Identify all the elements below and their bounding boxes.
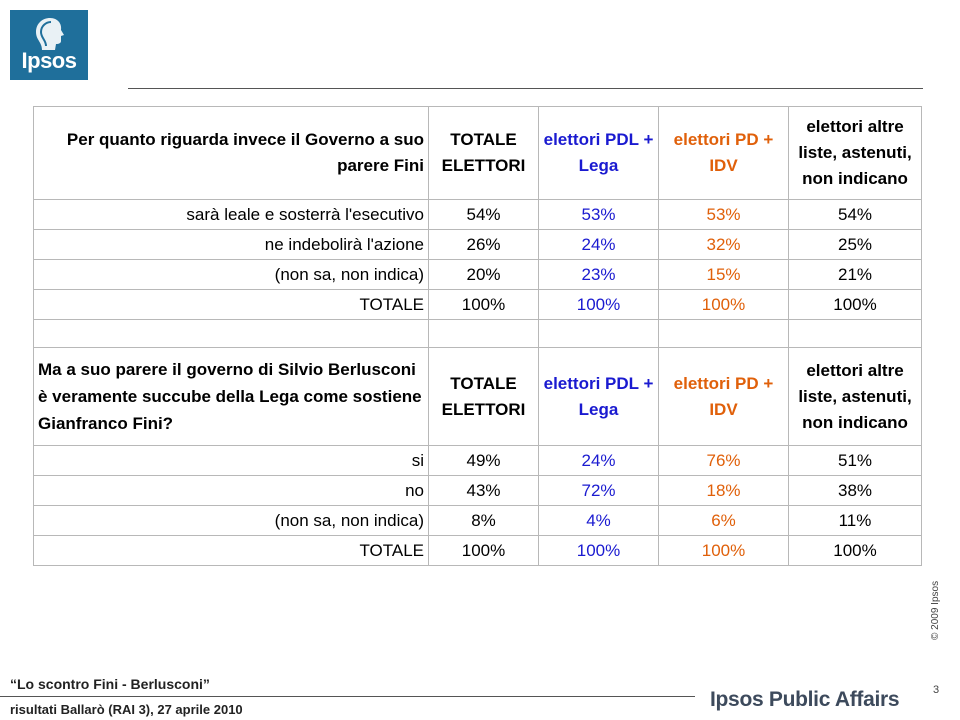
row-label: ne indebolirà l'azione bbox=[34, 230, 429, 260]
footer-divider bbox=[0, 696, 695, 697]
cell-pdl-lega: 72% bbox=[539, 476, 659, 506]
cell-totale: 8% bbox=[429, 506, 539, 536]
table1-header-row bbox=[34, 107, 922, 200]
row-label: no bbox=[34, 476, 429, 506]
cell-totale: 49% bbox=[429, 446, 539, 476]
header-altre: elettori altre liste, astenuti, non indicano bbox=[789, 348, 922, 446]
header-altre: elettori altre liste, astenuti, non indicano bbox=[789, 107, 922, 200]
logo-text: Ipsos bbox=[21, 48, 77, 73]
table-row-total bbox=[34, 536, 922, 566]
header-pd-idv: elettori PD + IDV bbox=[659, 107, 789, 200]
ipsos-logo bbox=[10, 10, 88, 80]
cell-pd-idv: 100% bbox=[659, 536, 789, 566]
footer-subtitle: risultati Ballarò (RAI 3), 27 aprile 2010 bbox=[10, 702, 243, 717]
table-row bbox=[34, 446, 922, 476]
cell-altre: 100% bbox=[789, 536, 922, 566]
table-row bbox=[34, 476, 922, 506]
cell-pd-idv: 76% bbox=[659, 446, 789, 476]
cell-pdl-lega: 100% bbox=[539, 536, 659, 566]
cell-pdl-lega: 100% bbox=[539, 290, 659, 320]
header-pd-idv: elettori PD + IDV bbox=[659, 348, 789, 446]
empty-cell bbox=[789, 320, 922, 348]
brand-logo-text: Ipsos Public Affairs bbox=[710, 688, 900, 711]
cell-altre: 100% bbox=[789, 290, 922, 320]
cell-altre: 21% bbox=[789, 260, 922, 290]
empty-cell bbox=[539, 320, 659, 348]
cell-altre: 11% bbox=[789, 506, 922, 536]
table1-question: Per quanto riguarda invece il Governo a suo parere Fini bbox=[34, 107, 429, 200]
header-divider bbox=[128, 88, 923, 89]
cell-altre: 51% bbox=[789, 446, 922, 476]
cell-totale: 20% bbox=[429, 260, 539, 290]
cell-altre: 38% bbox=[789, 476, 922, 506]
cell-pd-idv: 6% bbox=[659, 506, 789, 536]
copyright-notice: © 2009 Ipsos bbox=[930, 580, 941, 640]
row-label: (non sa, non indica) bbox=[34, 260, 429, 290]
row-label: TOTALE bbox=[34, 290, 429, 320]
row-label: si bbox=[34, 446, 429, 476]
table-row bbox=[34, 200, 922, 230]
cell-totale: 43% bbox=[429, 476, 539, 506]
table-row-total bbox=[34, 290, 922, 320]
cell-pd-idv: 15% bbox=[659, 260, 789, 290]
table2-header-row bbox=[34, 348, 922, 446]
row-label: TOTALE bbox=[34, 536, 429, 566]
cell-pd-idv: 18% bbox=[659, 476, 789, 506]
cell-totale: 26% bbox=[429, 230, 539, 260]
header-pdl-lega: elettori PDL + Lega bbox=[539, 107, 659, 200]
cell-pdl-lega: 24% bbox=[539, 230, 659, 260]
cell-altre: 54% bbox=[789, 200, 922, 230]
cell-pd-idv: 32% bbox=[659, 230, 789, 260]
table-row bbox=[34, 260, 922, 290]
cell-totale: 100% bbox=[429, 290, 539, 320]
poll-table bbox=[33, 106, 922, 566]
cell-pdl-lega: 23% bbox=[539, 260, 659, 290]
row-label: sarà leale e sosterrà l'esecutivo bbox=[34, 200, 429, 230]
cell-totale: 54% bbox=[429, 200, 539, 230]
header-totale: TOTALE ELETTORI bbox=[429, 107, 539, 200]
page-number: 3 bbox=[933, 684, 940, 696]
row-label: (non sa, non indica) bbox=[34, 506, 429, 536]
footer-title: “Lo scontro Fini - Berlusconi” bbox=[10, 676, 210, 692]
table-row bbox=[34, 506, 922, 536]
header-pdl-lega: elettori PDL + Lega bbox=[539, 348, 659, 446]
cell-pdl-lega: 4% bbox=[539, 506, 659, 536]
empty-cell bbox=[34, 320, 429, 348]
profile-head-icon bbox=[28, 16, 68, 52]
empty-cell bbox=[659, 320, 789, 348]
spacer-row bbox=[34, 320, 922, 348]
cell-totale: 100% bbox=[429, 536, 539, 566]
table-row bbox=[34, 230, 922, 260]
cell-pd-idv: 53% bbox=[659, 200, 789, 230]
cell-pdl-lega: 24% bbox=[539, 446, 659, 476]
header-totale: TOTALE ELETTORI bbox=[429, 348, 539, 446]
cell-pdl-lega: 53% bbox=[539, 200, 659, 230]
table2-question: Ma a suo parere il governo di Silvio Berlusconi è veramente succube della Lega come sostiene Gianfranco Fini? bbox=[34, 348, 429, 446]
cell-altre: 25% bbox=[789, 230, 922, 260]
empty-cell bbox=[429, 320, 539, 348]
cell-pd-idv: 100% bbox=[659, 290, 789, 320]
